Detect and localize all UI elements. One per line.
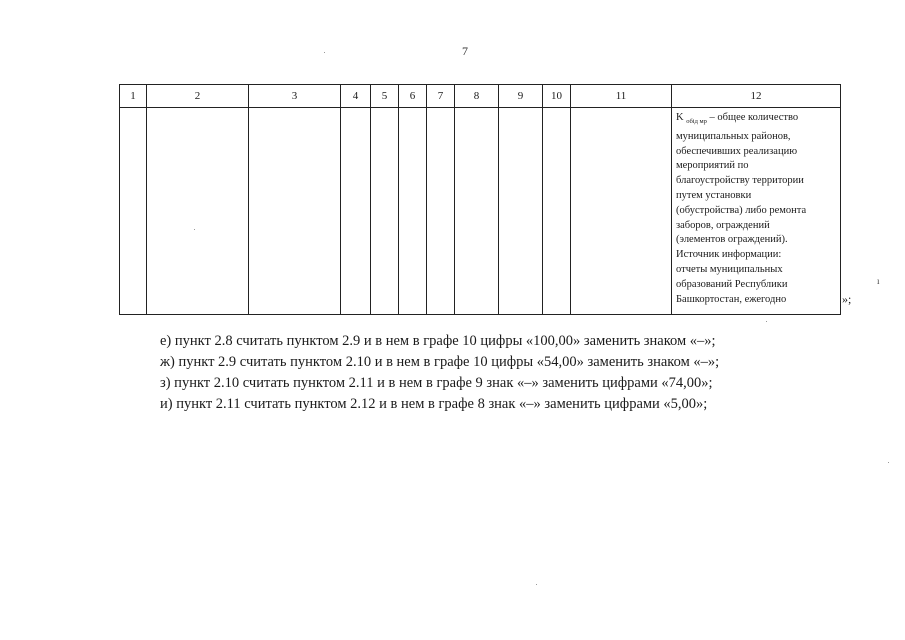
description-line: путем установки xyxy=(676,190,752,202)
description-line-text: – общее количество xyxy=(706,112,799,123)
description-line: мероприятий по xyxy=(676,160,749,172)
header-cell-7: 7 xyxy=(427,85,455,108)
page-number: 7 xyxy=(462,44,468,58)
table-cell-5 xyxy=(371,108,399,315)
table-row xyxy=(120,108,841,315)
scan-speck xyxy=(536,584,537,585)
stray-mark: ı xyxy=(877,276,880,286)
scan-speck xyxy=(324,52,325,53)
header-cell-5: 5 xyxy=(371,85,399,108)
header-cell-4: 4 xyxy=(341,85,371,108)
scan-speck xyxy=(888,462,889,463)
table-cell-7 xyxy=(427,108,455,315)
description-line: заборов, ограждений xyxy=(676,219,770,231)
table-cell-2 xyxy=(147,108,249,315)
table-cell-8 xyxy=(455,108,499,315)
header-cell-3: 3 xyxy=(249,85,341,108)
header-cell-2: 2 xyxy=(147,85,249,108)
scan-speck xyxy=(766,321,767,322)
amendment-item: и) пункт 2.11 считать пунктом 2.12 и в нем в графе 8 знак «–» заменить цифрами «5,00»; xyxy=(160,396,708,412)
description-line-0 xyxy=(676,111,838,130)
indicator-symbol: K xyxy=(676,112,684,123)
table-cell-3 xyxy=(249,108,341,315)
description-line: Источник информации: xyxy=(676,249,782,261)
amendments-list xyxy=(160,331,719,415)
description-line: (элементов ограждений). xyxy=(676,234,788,246)
table-cell-10 xyxy=(543,108,571,315)
amendment-item: з) пункт 2.10 считать пунктом 2.11 и в нем в графе 9 знак «–» заменить цифрами «74,00»; xyxy=(160,375,713,391)
indicator-subscript: обід мр xyxy=(686,118,707,126)
description-line: благоустройству территории xyxy=(676,175,804,187)
table-cell-1 xyxy=(120,108,147,315)
table-cell-11 xyxy=(571,108,672,315)
table-cell-4 xyxy=(341,108,371,315)
header-cell-9: 9 xyxy=(499,85,543,108)
indicator-description xyxy=(672,108,840,307)
description-line: Башкортостан, ежегодно xyxy=(676,293,787,305)
header-cell-1: 1 xyxy=(120,85,147,108)
header-cell-11: 11 xyxy=(571,85,672,108)
description-line: образований Республики xyxy=(676,278,788,290)
table-cell-6 xyxy=(399,108,427,315)
description-line: (обустройства) либо ремонта xyxy=(676,204,807,216)
amendment-item: е) пункт 2.8 считать пунктом 2.9 и в нем в графе 10 цифры «100,00» заменить знаком «–»; xyxy=(160,333,716,349)
table-header-row xyxy=(120,85,841,108)
description-line: обеспечивших реализацию xyxy=(676,145,798,157)
table-cell-12 xyxy=(672,108,841,315)
document-table xyxy=(119,84,841,315)
header-cell-8: 8 xyxy=(455,85,499,108)
header-cell-12: 12 xyxy=(672,85,841,108)
table-cell-9 xyxy=(499,108,543,315)
description-line: отчеты муниципальных xyxy=(676,264,783,276)
amendment-item: ж) пункт 2.9 считать пунктом 2.10 и в нем в графе 10 цифры «54,00» заменить знаком «–»; xyxy=(160,354,720,370)
description-line: муниципальных районов, xyxy=(676,130,791,142)
header-cell-6: 6 xyxy=(399,85,427,108)
header-cell-10: 10 xyxy=(543,85,571,108)
scan-speck xyxy=(194,229,195,230)
closing-quote: »; xyxy=(842,292,852,306)
